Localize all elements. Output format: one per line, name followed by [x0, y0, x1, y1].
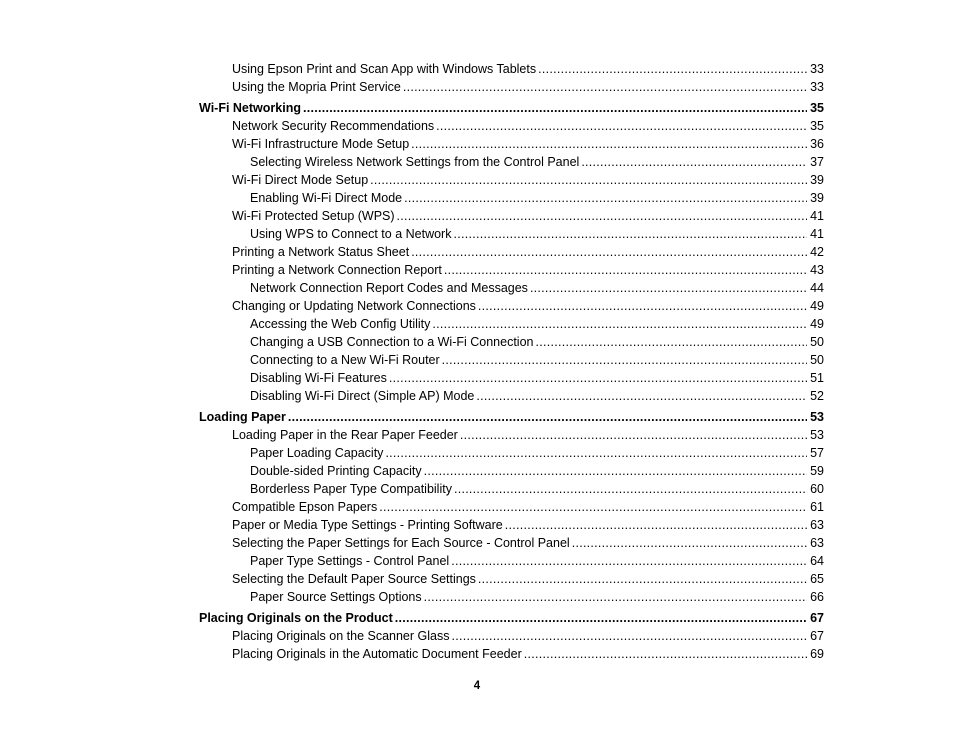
toc-entry-page: 61: [810, 500, 824, 514]
toc-entry-page: 39: [810, 191, 824, 205]
toc-entry-page: 59: [810, 464, 824, 478]
toc-leader-dots: [538, 60, 807, 78]
toc-entry-title: Wi-Fi Protected Setup (WPS): [232, 209, 395, 223]
toc-entry-page: 65: [810, 572, 824, 586]
toc-entry-title: Wi-Fi Networking: [199, 101, 301, 115]
toc-leader-dots: [303, 99, 807, 117]
toc-leader-dots: [454, 480, 807, 498]
toc-entry[interactable]: [199, 99, 824, 117]
toc-leader-dots: [389, 369, 807, 387]
toc-entry[interactable]: [250, 189, 824, 207]
toc-leader-dots: [535, 333, 807, 351]
toc-entry-page: 66: [810, 590, 824, 604]
toc-entry-page: 33: [810, 80, 824, 94]
toc-leader-dots: [436, 117, 807, 135]
toc-entry[interactable]: [232, 135, 824, 153]
toc-leader-dots: [581, 153, 807, 171]
toc-entry[interactable]: [232, 570, 824, 588]
toc-entry[interactable]: [232, 498, 824, 516]
toc-leader-dots: [403, 78, 807, 96]
toc-entry-title: Selecting Wireless Network Settings from the Control Panel: [250, 155, 580, 169]
toc-entry-page: 42: [810, 245, 824, 259]
toc-leader-dots: [432, 315, 807, 333]
toc-entry-title: Loading Paper: [199, 410, 286, 424]
toc-entry[interactable]: [232, 627, 824, 645]
toc-leader-dots: [442, 351, 807, 369]
toc-leader-dots: [424, 588, 807, 606]
toc-entry-title: Loading Paper in the Rear Paper Feeder: [232, 428, 458, 442]
toc-entry-title: Network Security Recommendations: [232, 119, 435, 133]
toc-entry[interactable]: [250, 387, 824, 405]
toc-entry-page: 51: [810, 371, 824, 385]
toc-entry-page: 69: [810, 647, 824, 661]
toc-entry-page: 50: [810, 335, 824, 349]
toc-entry-title: Placing Originals on the Product: [199, 611, 393, 625]
toc-entry-page: 49: [810, 317, 824, 331]
toc-entry-page: 33: [810, 62, 824, 76]
toc-leader-dots: [530, 279, 807, 297]
toc-entry-title: Paper or Media Type Settings - Printing Software: [232, 518, 503, 532]
toc-entry-page: 44: [810, 281, 824, 295]
toc-entry-title: Borderless Paper Type Compatibility: [250, 482, 452, 496]
toc-entry-title: Disabling Wi-Fi Direct (Simple AP) Mode: [250, 389, 475, 403]
toc-entry-title: Wi-Fi Infrastructure Mode Setup: [232, 137, 410, 151]
toc-entry-page: 41: [810, 209, 824, 223]
toc-leader-dots: [505, 516, 807, 534]
toc-entry[interactable]: [250, 462, 824, 480]
toc-entry[interactable]: [250, 225, 824, 243]
toc-leader-dots: [404, 189, 807, 207]
toc-entry-title: Placing Originals in the Automatic Document Feeder: [232, 647, 522, 661]
toc-entry[interactable]: [232, 117, 824, 135]
toc-entry[interactable]: [250, 588, 824, 606]
toc-entry-title: Wi-Fi Direct Mode Setup: [232, 173, 369, 187]
toc-entry-title: Selecting the Paper Settings for Each Source - Control Panel: [232, 536, 570, 550]
toc-entry-page: 63: [810, 518, 824, 532]
toc-entry-page: 43: [810, 263, 824, 277]
toc-entry-page: 35: [810, 119, 824, 133]
toc-entry-page: 36: [810, 137, 824, 151]
toc-entry-page: 53: [810, 410, 824, 424]
toc-entry[interactable]: [250, 315, 824, 333]
toc-entry-title: Enabling Wi-Fi Direct Mode: [250, 191, 403, 205]
toc-entry-title: Using the Mopria Print Service: [232, 80, 401, 94]
toc-entry[interactable]: [250, 153, 824, 171]
toc-leader-dots: [478, 570, 807, 588]
toc-entry-title: Accessing the Web Config Utility: [250, 317, 431, 331]
toc-entry-title: Paper Source Settings Options: [250, 590, 422, 604]
toc-leader-dots: [453, 225, 807, 243]
toc-leader-dots: [524, 645, 807, 663]
toc-entry[interactable]: [199, 408, 824, 426]
toc-entry-page: 39: [810, 173, 824, 187]
toc-entry[interactable]: [250, 480, 824, 498]
toc-leader-dots: [411, 135, 807, 153]
toc-entry-page: 60: [810, 482, 824, 496]
toc-entry[interactable]: [232, 516, 824, 534]
toc-leader-dots: [572, 534, 807, 552]
toc-entry-title: Printing a Network Status Sheet: [232, 245, 410, 259]
toc-entry[interactable]: [232, 645, 824, 663]
toc-leader-dots: [411, 243, 807, 261]
toc-entry-title: Connecting to a New Wi-Fi Router: [250, 353, 440, 367]
toc-entry-title: Double-sided Printing Capacity: [250, 464, 422, 478]
toc-entry-title: Using Epson Print and Scan App with Windows Tablets: [232, 62, 537, 76]
toc-entry-title: Using WPS to Connect to a Network: [250, 227, 452, 241]
toc-entry-title: Selecting the Default Paper Source Settings: [232, 572, 476, 586]
toc-leader-dots: [460, 426, 807, 444]
toc-entry-page: 37: [810, 155, 824, 169]
toc-entry[interactable]: [232, 171, 824, 189]
toc-entry[interactable]: [232, 426, 824, 444]
toc-entry-title: Paper Loading Capacity: [250, 446, 384, 460]
toc-entry-title: Printing a Network Connection Report: [232, 263, 442, 277]
toc-entry[interactable]: [232, 534, 824, 552]
toc-leader-dots: [424, 462, 807, 480]
toc-leader-dots: [451, 552, 807, 570]
toc-entry-page: 52: [810, 389, 824, 403]
toc-entry[interactable]: [250, 552, 824, 570]
toc-leader-dots: [451, 627, 807, 645]
toc-entry-page: 50: [810, 353, 824, 367]
toc-leader-dots: [370, 171, 807, 189]
toc-entry[interactable]: [199, 609, 824, 627]
toc-entry-title: Placing Originals on the Scanner Glass: [232, 629, 450, 643]
toc-entry-title: Network Connection Report Codes and Messages: [250, 281, 528, 295]
toc-entry-page: 41: [810, 227, 824, 241]
toc-entry[interactable]: [250, 369, 824, 387]
toc-entry-page: 67: [810, 611, 824, 625]
toc-entry[interactable]: [250, 279, 824, 297]
toc-entry-page: 67: [810, 629, 824, 643]
toc-leader-dots: [288, 408, 807, 426]
toc-leader-dots: [395, 609, 807, 627]
toc-entry-page: 53: [810, 428, 824, 442]
toc-entry[interactable]: [250, 333, 824, 351]
toc-entry[interactable]: [250, 351, 824, 369]
toc-entry-title: Changing or Updating Network Connections: [232, 299, 476, 313]
toc-leader-dots: [476, 387, 807, 405]
toc-leader-dots: [397, 207, 808, 225]
toc-entry-page: 35: [810, 101, 824, 115]
toc-leader-dots: [379, 498, 807, 516]
page-number: 4: [473, 680, 481, 692]
toc-entry-title: Compatible Epson Papers: [232, 500, 378, 514]
toc-leader-dots: [444, 261, 807, 279]
toc-entry-title: Paper Type Settings - Control Panel: [250, 554, 450, 568]
toc-entry-page: 63: [810, 536, 824, 550]
toc-entry[interactable]: [232, 60, 824, 78]
toc-entry[interactable]: [232, 297, 824, 315]
toc-entry[interactable]: [232, 207, 824, 225]
toc-entry-page: 57: [810, 446, 824, 460]
toc-leader-dots: [385, 444, 807, 462]
toc-entry[interactable]: [250, 444, 824, 462]
toc-entry[interactable]: [232, 78, 824, 96]
toc-entry-title: Disabling Wi-Fi Features: [250, 371, 387, 385]
toc-leader-dots: [478, 297, 807, 315]
toc-entry-page: 64: [810, 554, 824, 568]
toc-entry[interactable]: [232, 243, 824, 261]
toc-entry-title: Changing a USB Connection to a Wi-Fi Connection: [250, 335, 534, 349]
toc-entry-page: 49: [810, 299, 824, 313]
toc-entry[interactable]: [232, 261, 824, 279]
